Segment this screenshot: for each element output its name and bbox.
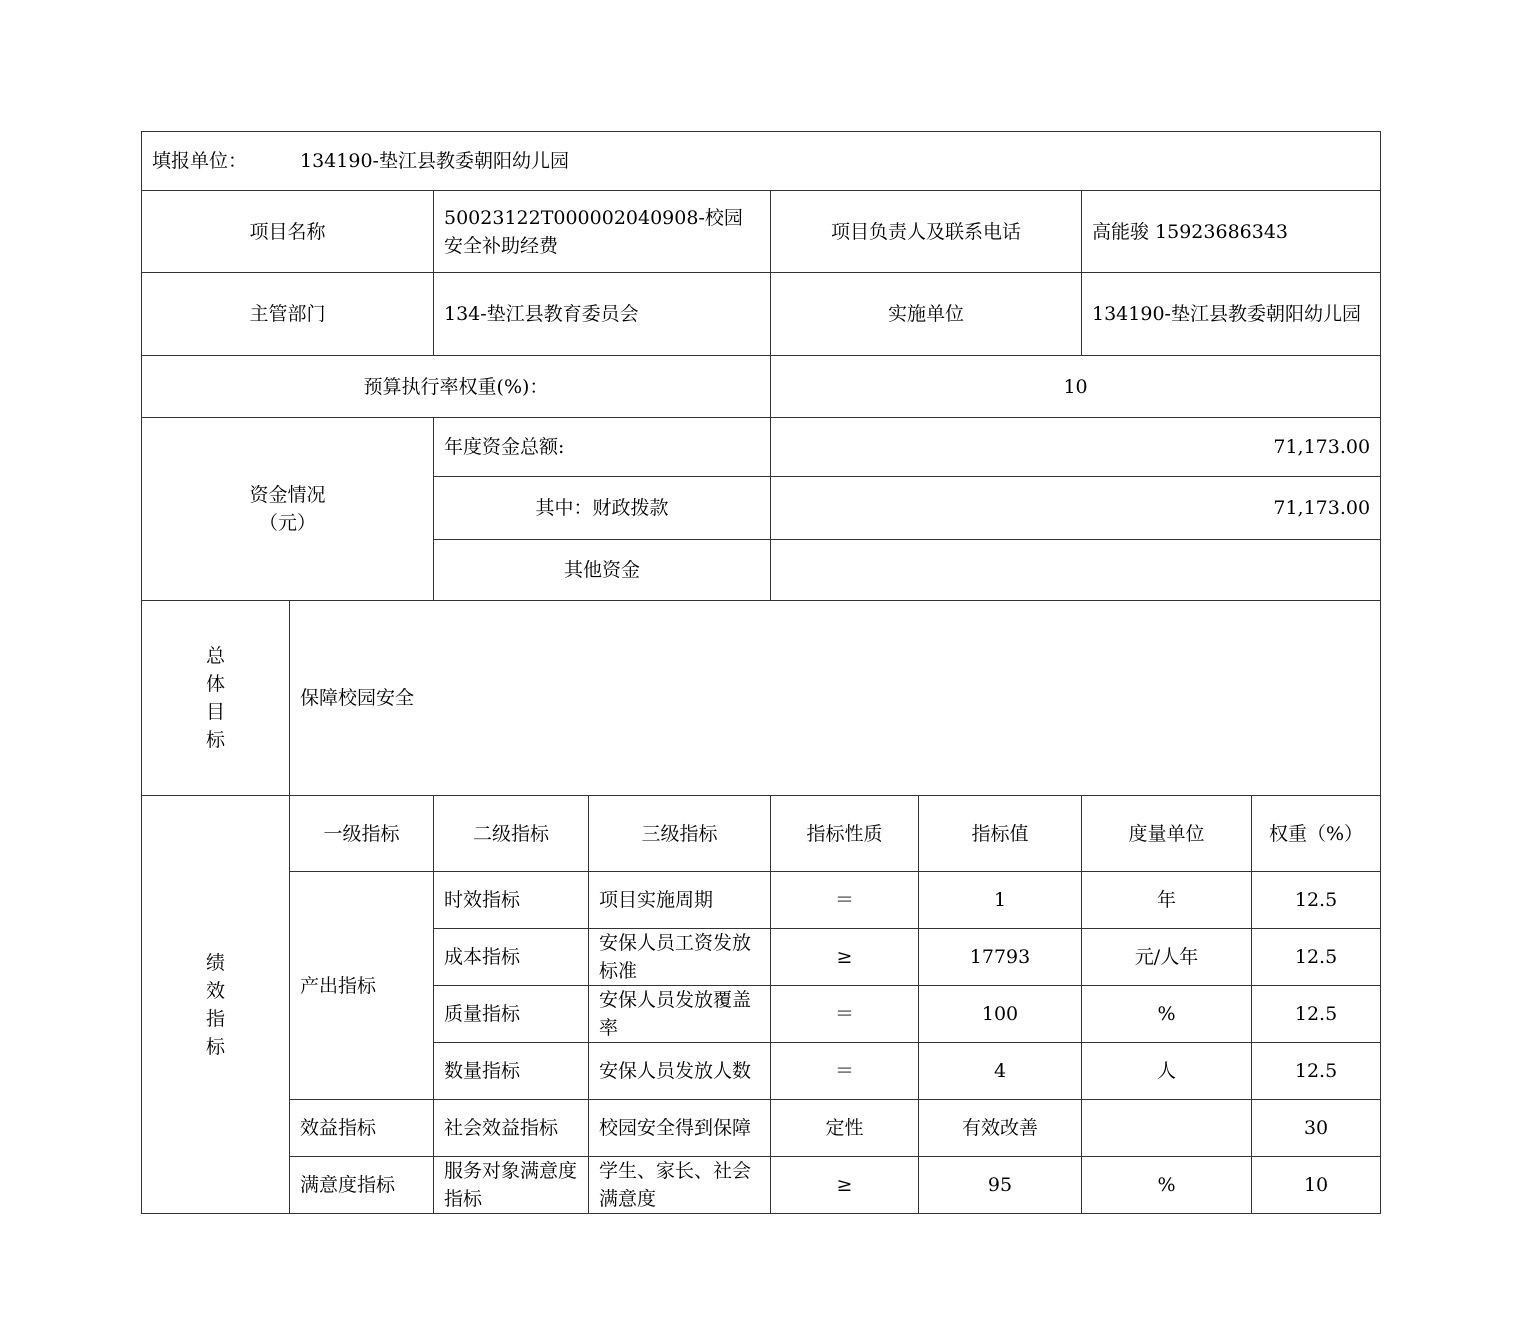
funds-fiscal-value: 71,173.00 — [771, 477, 1381, 540]
indicator-nature: ＝ — [771, 1043, 919, 1100]
reporting-unit-cell — [142, 132, 1381, 191]
column-header-level2: 二级指标 — [434, 796, 589, 872]
project-contact-label: 项目负责人及联系电话 — [771, 191, 1082, 273]
implementing-unit-value: 134190-垫江县教委朝阳幼儿园 — [1082, 273, 1381, 356]
output-group-label: 产出指标 — [290, 872, 434, 1100]
table-row — [142, 1157, 1381, 1214]
indicator-nature: ≥ — [771, 1157, 919, 1214]
reporting-unit-value: 134190-垫江县教委朝阳幼儿园 — [300, 150, 569, 172]
indicator-level3: 安保人员工资发放标准 — [589, 929, 771, 986]
indicator-weight: 12.5 — [1252, 1043, 1381, 1100]
indicator-nature: ＝ — [771, 986, 919, 1043]
column-header-level3: 三级指标 — [589, 796, 771, 872]
performance-label-text: 绩 效 指 标 — [205, 951, 225, 1058]
indicator-weight: 12.5 — [1252, 986, 1381, 1043]
indicator-level2: 时效指标 — [434, 872, 589, 929]
funds-unit: （元） — [258, 512, 316, 534]
indicator-nature: 定性 — [771, 1100, 919, 1157]
column-header-weight: 权重（%） — [1252, 796, 1381, 872]
funds-total-value: 71,173.00 — [771, 418, 1381, 477]
indicator-value: 4 — [919, 1043, 1082, 1100]
funds-total-label: 年度资金总额: — [434, 418, 771, 477]
budget-rate-row — [142, 356, 1381, 418]
overall-goal-label — [142, 601, 290, 796]
column-header-value: 指标值 — [919, 796, 1082, 872]
indicator-unit: 人 — [1082, 1043, 1252, 1100]
project-name-label: 项目名称 — [142, 191, 434, 273]
funds-other-label: 其他资金 — [434, 540, 771, 601]
funds-total-row — [142, 418, 1381, 477]
column-header-unit: 度量单位 — [1082, 796, 1252, 872]
indicator-weight: 30 — [1252, 1100, 1381, 1157]
indicator-value: 17793 — [919, 929, 1082, 986]
project-name-value: 50023122T000002040908-校园安全补助经费 — [434, 191, 771, 273]
indicator-header-row — [142, 796, 1381, 872]
indicator-level2: 数量指标 — [434, 1043, 589, 1100]
indicator-value: 95 — [919, 1157, 1082, 1214]
funds-fiscal-label: 其中：财政拨款 — [434, 477, 771, 540]
table-row — [142, 872, 1381, 929]
budget-rate-label: 预算执行率权重(%)： — [142, 356, 771, 418]
indicator-level3: 项目实施周期 — [589, 872, 771, 929]
indicator-level3: 学生、家长、社会满意度 — [589, 1157, 771, 1214]
indicator-level3: 校园安全得到保障 — [589, 1100, 771, 1157]
department-row — [142, 273, 1381, 356]
indicator-unit: % — [1082, 986, 1252, 1043]
indicator-value: 有效改善 — [919, 1100, 1082, 1157]
funds-label: 资金情况 — [249, 484, 326, 506]
reporting-unit-row — [142, 132, 1381, 191]
implementing-unit-label: 实施单位 — [771, 273, 1082, 356]
indicator-unit: % — [1082, 1157, 1252, 1214]
indicator-weight: 12.5 — [1252, 929, 1381, 986]
performance-label — [142, 796, 290, 1214]
indicator-level2: 社会效益指标 — [434, 1100, 589, 1157]
indicator-level3: 安保人员发放人数 — [589, 1043, 771, 1100]
indicator-level2: 质量指标 — [434, 986, 589, 1043]
project-contact-value: 高能骏 15923686343 — [1082, 191, 1381, 273]
indicator-value: 1 — [919, 872, 1082, 929]
overall-goal-label-text: 总 体 目 标 — [205, 645, 225, 751]
column-header-level1: 一级指标 — [290, 796, 434, 872]
budget-rate-value: 10 — [771, 356, 1381, 418]
overall-goal-value: 保障校园安全 — [290, 601, 1381, 796]
reporting-unit-label: 填报单位： — [152, 150, 248, 172]
indicator-unit: 元/人年 — [1082, 929, 1252, 986]
column-header-nature: 指标性质 — [771, 796, 919, 872]
table-row — [142, 1100, 1381, 1157]
indicator-level2: 服务对象满意度指标 — [434, 1157, 589, 1214]
funds-other-value — [771, 540, 1381, 601]
indicator-value: 100 — [919, 986, 1082, 1043]
department-label: 主管部门 — [142, 273, 434, 356]
indicator-nature: ＝ — [771, 872, 919, 929]
indicator-unit — [1082, 1100, 1252, 1157]
indicator-weight: 12.5 — [1252, 872, 1381, 929]
indicator-unit: 年 — [1082, 872, 1252, 929]
department-value: 134-垫江县教育委员会 — [434, 273, 771, 356]
satisfaction-group-label: 满意度指标 — [290, 1157, 434, 1214]
indicator-level2: 成本指标 — [434, 929, 589, 986]
indicator-weight: 10 — [1252, 1157, 1381, 1214]
funds-label-cell — [142, 418, 434, 601]
benefit-group-label: 效益指标 — [290, 1100, 434, 1157]
overall-goal-row — [142, 601, 1381, 796]
indicator-level3: 安保人员发放覆盖率 — [589, 986, 771, 1043]
project-name-row — [142, 191, 1381, 273]
indicator-nature: ≥ — [771, 929, 919, 986]
performance-target-table — [141, 131, 1381, 1214]
